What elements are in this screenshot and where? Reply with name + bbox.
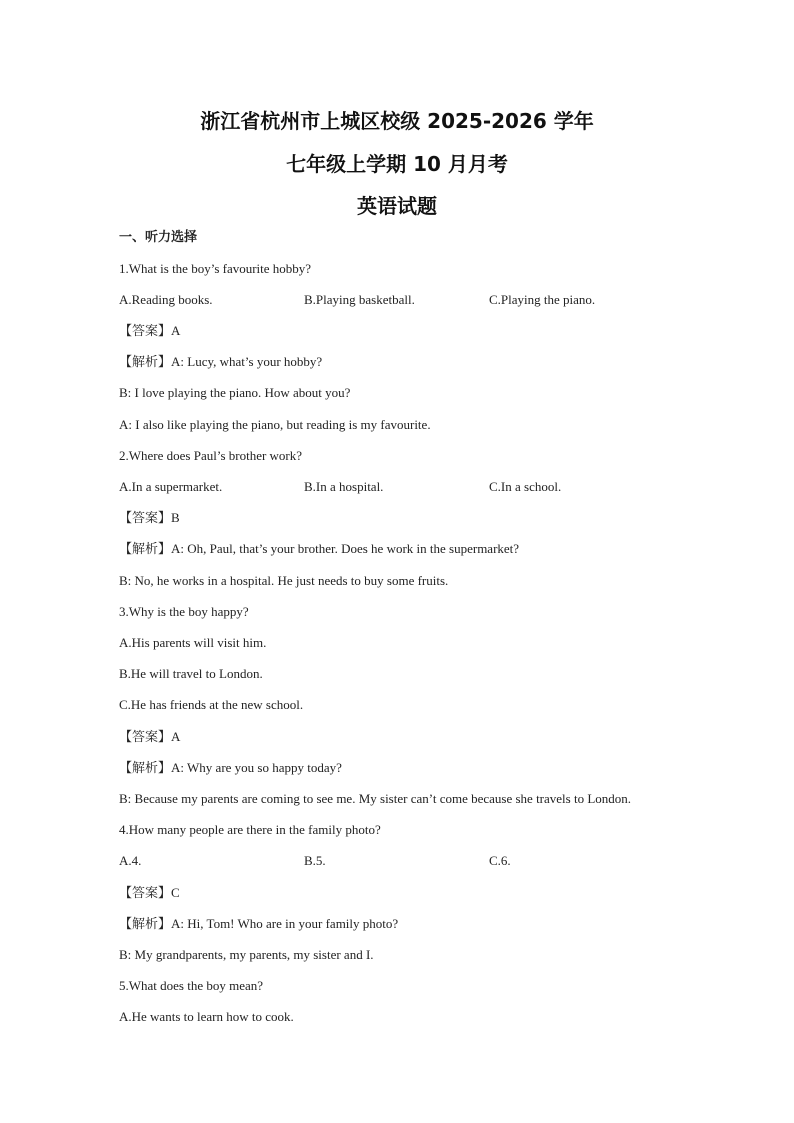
question-3-option-b: B.He will travel to London. [119,666,263,681]
question-3-answer [119,729,180,746]
question-1-answer [119,323,180,340]
document-title-line1: 浙江省杭州市上城区校级 2025-2026 学年 [200,109,594,133]
question-2-option-c: C.In a school. [489,479,562,494]
analysis-label: 【解析】 [119,355,172,370]
question-1-option-c: C.Playing the piano. [489,292,596,307]
question-1-analysis-3: A: I also like playing the piano, but reading is my favourite. [119,417,431,432]
question-2-option-a: A.In a supermarket. [119,479,223,494]
question-4-analysis-2: B: My grandparents, my parents, my sister and I. [119,947,374,962]
answer-label: 【答案】 [119,886,172,901]
document-title-line3: 英语试题 [357,194,437,218]
question-3-analysis-1 [119,760,342,777]
analysis-text: A: Why are you so happy today? [171,760,342,775]
answer-label: 【答案】 [119,511,172,526]
answer-value: A [171,323,181,338]
analysis-label: 【解析】 [119,917,172,932]
question-4-option-c: C.6. [489,853,511,868]
analysis-text: A: Hi, Tom! Who are in your family photo? [171,916,399,931]
question-2-analysis-1 [119,541,519,558]
question-1-stem: 1.What is the boy’s favourite hobby? [119,261,312,276]
question-2-analysis-2: B: No, he works in a hospital. He just needs to buy some fruits. [119,573,449,588]
question-5-stem: 5.What does the boy mean? [119,978,264,993]
question-2-stem: 2.Where does Paul’s brother work? [119,448,303,463]
question-2-option-b: B.In a hospital. [304,479,384,494]
answer-value: A [171,729,181,744]
question-4-stem: 4.How many people are there in the family photo? [119,822,381,837]
question-3-analysis-2: B: Because my parents are coming to see me. My sister can’t come because she travels to London. [119,791,632,806]
analysis-text: A: Lucy, what’s your hobby? [171,354,323,369]
question-3-stem: 3.Why is the boy happy? [119,604,249,619]
question-4-option-b: B.5. [304,853,326,868]
question-1-option-b: B.Playing basketball. [304,292,415,307]
answer-value: C [171,885,180,900]
analysis-label: 【解析】 [119,542,172,557]
analysis-label: 【解析】 [119,761,172,776]
question-3-option-c: C.He has friends at the new school. [119,697,304,712]
answer-label: 【答案】 [119,324,172,339]
question-4-analysis-1 [119,916,398,933]
question-5-option-a: A.He wants to learn how to cook. [119,1009,294,1024]
question-4-answer [119,885,180,902]
question-1-analysis-2: B: I love playing the piano. How about you? [119,385,351,400]
analysis-text: A: Oh, Paul, that’s your brother. Does he work in the supermarket? [171,541,520,556]
question-2-answer [119,510,180,527]
section-heading: 一、听力选择 [119,230,198,245]
document-title-line2: 七年级上学期 10 月月考 [286,152,508,176]
answer-label: 【答案】 [119,730,172,745]
question-3-option-a: A.His parents will visit him. [119,635,267,650]
answer-value: B [171,510,180,525]
question-4-option-a: A.4. [119,853,142,868]
question-1-option-a: A.Reading books. [119,292,213,307]
question-1-analysis-1 [119,354,322,371]
